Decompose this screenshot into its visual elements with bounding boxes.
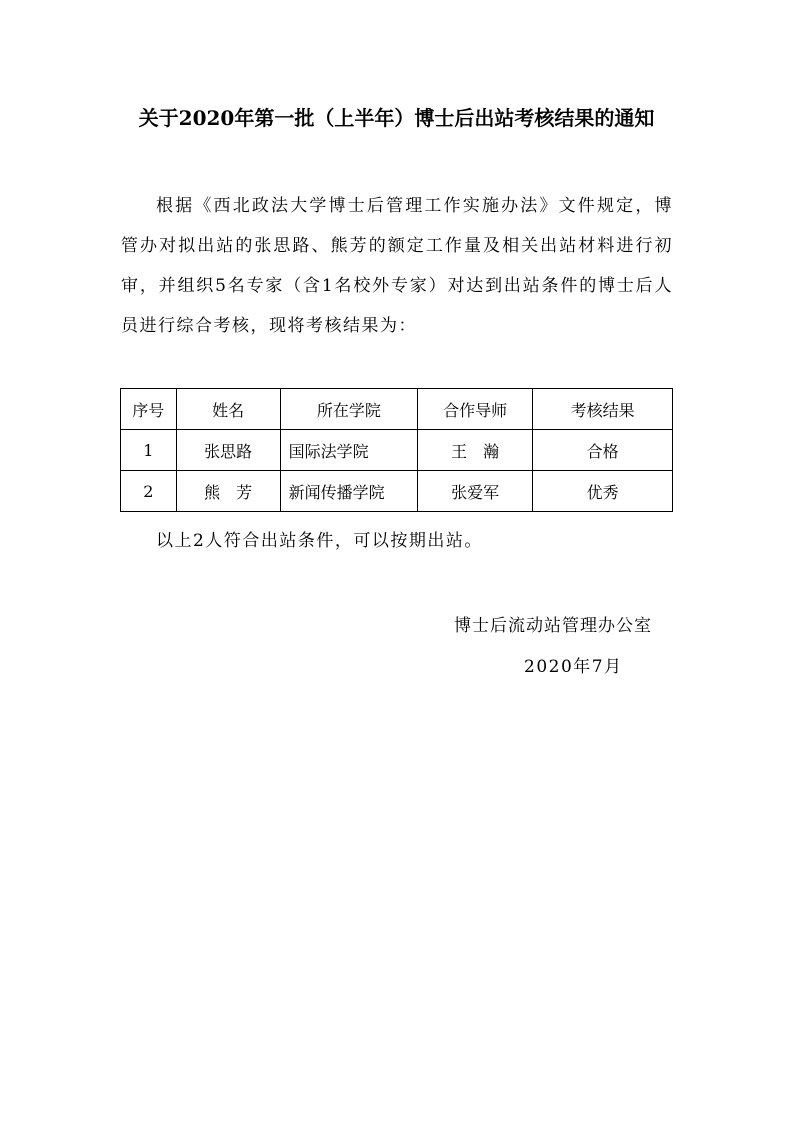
cell-name: 熊 芳	[176, 471, 280, 512]
table-header-row	[121, 389, 673, 430]
results-table	[120, 388, 673, 512]
header-number: 序号	[121, 389, 177, 430]
signature-office: 博士后流动站管理办公室	[454, 616, 652, 636]
header-result: 考核结果	[533, 389, 673, 430]
cell-result: 合格	[533, 430, 673, 471]
header-name: 姓名	[176, 389, 280, 430]
table-row	[121, 430, 673, 471]
cell-college: 新闻传播学院	[280, 471, 417, 512]
notice-body: 根据《西北政法大学博士后管理工作实施办法》文件规定，博管办对拟出站的张思路、熊芳的额定工作量及相关出站材料进行初审，并组织5名专家（含1名校外专家）对达到出站条件的博士后人员进行综合考核，现将考核结果为：	[121, 196, 673, 336]
cell-advisor: 王 瀚	[418, 430, 533, 471]
signature-date: 2020年7月	[524, 657, 623, 677]
notice-conclusion: 以上2人符合出站条件，可以按期出站。	[156, 531, 483, 551]
header-advisor: 合作导师	[418, 389, 533, 430]
table-row	[121, 471, 673, 512]
cell-number: 2	[121, 471, 177, 512]
cell-advisor: 张爱军	[418, 471, 533, 512]
notice-title: 关于2020年第一批（上半年）博士后出站考核结果的通知	[138, 106, 655, 130]
cell-college: 国际法学院	[280, 430, 417, 471]
cell-name: 张思路	[176, 430, 280, 471]
cell-result: 优秀	[533, 471, 673, 512]
header-college: 所在学院	[280, 389, 417, 430]
cell-number: 1	[121, 430, 177, 471]
